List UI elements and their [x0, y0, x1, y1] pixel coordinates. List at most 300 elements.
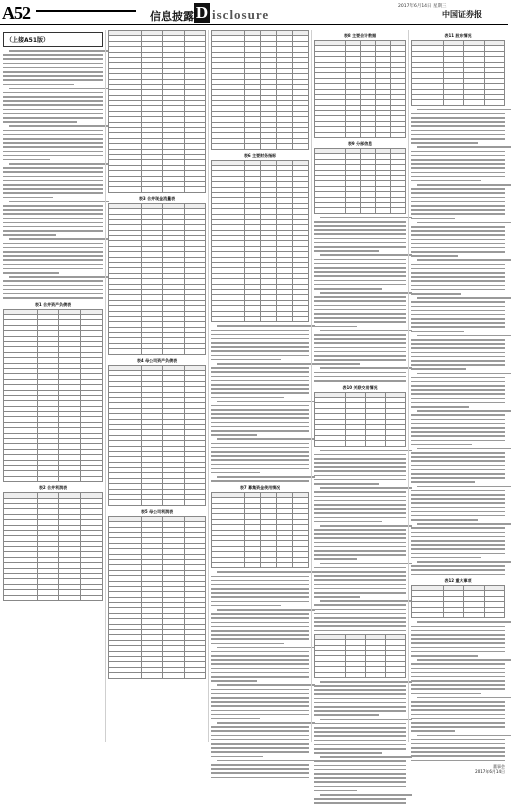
text-line [211, 405, 309, 407]
text-line [411, 192, 505, 194]
text-line [417, 259, 511, 261]
text-line [217, 609, 315, 611]
text-line [3, 205, 103, 207]
text-line [211, 468, 309, 470]
text-line [314, 376, 406, 378]
text-line [314, 470, 406, 472]
text-line [9, 201, 109, 203]
text-line [411, 747, 505, 749]
text-line [314, 263, 406, 265]
text-line [411, 243, 505, 245]
text-line [211, 580, 309, 582]
text-line [217, 647, 315, 649]
table-cell [292, 144, 308, 149]
table-cell [81, 476, 103, 481]
text-line [314, 731, 406, 733]
text-line [3, 176, 103, 178]
text-line [314, 693, 406, 695]
table-cell [141, 187, 162, 192]
table-cell [184, 500, 205, 505]
text-line [411, 444, 472, 446]
text-line [320, 330, 412, 332]
text-line [314, 466, 406, 468]
text-line [320, 681, 412, 683]
section-title: 信息披露 [150, 10, 194, 23]
text-line [3, 222, 103, 224]
text-line [417, 335, 511, 337]
text-line [3, 100, 103, 102]
table-cell [59, 595, 81, 600]
text-line [211, 735, 309, 737]
text-line [314, 267, 406, 269]
text-line [314, 723, 406, 725]
text-line [314, 786, 406, 788]
text-line [314, 296, 406, 298]
table-cell [37, 476, 59, 481]
text-line [3, 54, 103, 56]
text-line [314, 609, 406, 611]
text-line [211, 693, 309, 695]
text-line [217, 571, 315, 573]
text-line [217, 325, 315, 327]
financial-table [314, 634, 406, 678]
text-line [211, 747, 309, 749]
text-line [3, 117, 103, 119]
text-line [217, 438, 315, 440]
table-caption: 表11 股东情况 [444, 33, 472, 38]
text-line [314, 454, 406, 456]
text-line [411, 688, 505, 690]
text-line [411, 477, 505, 479]
text-line [411, 751, 505, 753]
financial-table [108, 516, 206, 679]
text-line [3, 71, 103, 73]
text-line [9, 238, 109, 240]
text-line [211, 588, 309, 590]
table-cell [163, 500, 184, 505]
page-number: A52 [2, 3, 30, 23]
text-line [411, 460, 505, 462]
table-cell [484, 100, 504, 105]
text-line [211, 426, 309, 428]
text-line [3, 243, 103, 245]
text-line [211, 334, 309, 336]
text-line [211, 663, 309, 665]
table-cell [345, 441, 365, 446]
text-line [411, 760, 505, 762]
text-line [314, 781, 406, 783]
text-line [314, 355, 406, 357]
table-row [315, 208, 406, 213]
text-line [314, 798, 406, 800]
text-line [411, 709, 505, 711]
table-cell [315, 208, 346, 213]
table-cell [81, 595, 103, 600]
text-line [314, 744, 406, 746]
masthead [0, 0, 508, 26]
text-line [314, 317, 406, 319]
text-line [314, 752, 382, 754]
text-line [314, 479, 406, 481]
table-cell [260, 316, 276, 321]
newspaper-name: 中国证券报 [442, 9, 482, 19]
text-line [3, 226, 103, 228]
text-line [411, 456, 505, 458]
text-line [411, 180, 481, 182]
text-line [211, 701, 309, 703]
text-line [3, 197, 53, 199]
table-cell [212, 144, 245, 149]
text-line [417, 373, 511, 375]
text-line [314, 347, 406, 349]
text-line [9, 276, 109, 278]
text-line [314, 225, 406, 227]
text-line [411, 406, 469, 408]
text-line [314, 508, 406, 510]
text-line [411, 209, 505, 211]
text-line [211, 655, 309, 657]
table-row [212, 316, 309, 321]
text-line [417, 735, 511, 737]
text-line [411, 172, 505, 174]
table-cell [4, 595, 38, 600]
table-cell [390, 208, 405, 213]
text-line [3, 167, 103, 169]
text-line [411, 515, 505, 517]
text-line [211, 710, 309, 712]
text-line [314, 714, 379, 716]
text-line [411, 205, 505, 207]
article-text [314, 217, 406, 382]
text-line [3, 121, 77, 123]
masthead-bar [36, 10, 136, 12]
text-line [314, 229, 406, 231]
table-cell [276, 562, 292, 567]
text-line [411, 251, 505, 253]
text-line [411, 138, 505, 140]
text-line [411, 377, 505, 379]
financial-table [3, 309, 103, 483]
text-line [314, 259, 406, 261]
table-cell [315, 672, 346, 677]
text-line [411, 469, 505, 471]
text-line [411, 642, 505, 644]
text-line [314, 380, 406, 382]
text-line [211, 592, 309, 594]
text-line [411, 389, 505, 391]
text-line [411, 368, 466, 370]
text-line [320, 794, 412, 796]
text-line [411, 276, 505, 278]
table-cell [244, 562, 260, 567]
table-row [109, 500, 206, 505]
text-line [211, 714, 309, 716]
text-line [211, 443, 309, 445]
text-line [417, 561, 511, 563]
financial-table [211, 30, 309, 150]
article-text [3, 50, 103, 299]
text-line [411, 540, 505, 542]
table-caption: 表5 母公司利润表 [140, 508, 174, 514]
table-cell [184, 349, 205, 354]
text-line [211, 756, 263, 758]
table-cell [163, 187, 184, 192]
text-line [320, 217, 412, 219]
text-line [211, 605, 281, 607]
table-row [4, 476, 103, 481]
text-line [314, 706, 406, 708]
text-line [3, 280, 103, 282]
text-line [417, 109, 511, 111]
table-row [4, 595, 103, 600]
table-cell [443, 613, 463, 618]
text-line [314, 221, 406, 223]
text-line [411, 647, 505, 649]
text-line [211, 751, 309, 753]
text-line [211, 680, 257, 682]
text-line [3, 297, 103, 299]
text-line [211, 422, 309, 424]
text-line [320, 367, 412, 369]
text-line [211, 659, 309, 661]
text-line [314, 309, 406, 311]
text-line [211, 338, 309, 340]
text-line [314, 284, 406, 286]
text-line [314, 458, 406, 460]
text-line [411, 113, 505, 115]
text-line [411, 435, 505, 437]
text-line [314, 517, 406, 519]
text-line [411, 714, 505, 716]
text-line [411, 339, 505, 341]
signature-company: 董事会 [493, 764, 505, 770]
table-cell [109, 500, 142, 505]
text-line [314, 475, 406, 477]
table-cell [59, 476, 81, 481]
table-cell [345, 672, 365, 677]
table-row [412, 100, 505, 105]
text-line [3, 180, 103, 182]
text-line [411, 398, 505, 400]
text-line [314, 462, 406, 464]
text-line [217, 684, 315, 686]
text-line [211, 376, 309, 378]
text-line [211, 739, 309, 741]
text-line [411, 272, 505, 274]
text-line [411, 159, 505, 161]
text-line [3, 218, 103, 220]
text-line [314, 521, 382, 523]
text-line [411, 532, 505, 534]
text-line [314, 271, 406, 273]
text-line [211, 668, 309, 670]
text-line [314, 280, 406, 282]
text-line [411, 151, 505, 153]
article-text [314, 681, 406, 804]
text-line [211, 430, 309, 432]
issue-date: 2017年6月14日 星期三 [398, 4, 447, 9]
column-divider [208, 30, 209, 742]
text-line [411, 705, 505, 707]
table-cell [212, 316, 245, 321]
text-line [411, 293, 461, 295]
text-line [314, 500, 406, 502]
text-line [314, 246, 406, 248]
text-line [411, 511, 505, 513]
text-line [320, 254, 412, 256]
text-line [411, 218, 455, 220]
text-line [211, 638, 309, 640]
text-line [211, 455, 309, 457]
text-line [411, 167, 505, 169]
table-cell [37, 595, 59, 600]
table-cell [163, 673, 184, 678]
table-caption: 表4 母公司资产负债表 [136, 357, 178, 363]
text-line [411, 502, 505, 504]
text-line [411, 352, 505, 354]
table-cell [163, 349, 184, 354]
column-divider [105, 30, 106, 742]
text-line [411, 722, 505, 724]
financial-table [3, 492, 103, 601]
table-caption: 表9 分部信息 [347, 141, 373, 147]
table-caption: 表6 主要财务指标 [243, 152, 277, 158]
text-line [417, 448, 511, 450]
text-line [3, 264, 103, 266]
text-line [411, 247, 505, 249]
text-line [320, 719, 412, 721]
text-line [211, 342, 309, 344]
text-line [411, 626, 505, 628]
text-line [211, 672, 309, 674]
text-line [211, 434, 257, 436]
text-line [417, 222, 511, 224]
text-line [211, 768, 309, 770]
text-line [3, 146, 103, 148]
table-cell [109, 673, 142, 678]
table-cell [244, 144, 260, 149]
text-line [3, 184, 103, 186]
table-cell [260, 562, 276, 567]
text-line [411, 739, 505, 741]
text-line [314, 321, 406, 323]
text-line [411, 507, 505, 509]
article-text [411, 109, 505, 575]
text-line [314, 567, 406, 569]
text-line [417, 146, 511, 148]
text-line [211, 634, 309, 636]
text-line [314, 689, 406, 691]
article-text [314, 450, 406, 632]
text-line [411, 655, 478, 657]
text-line [411, 393, 505, 395]
text-line [211, 743, 309, 745]
text-line [211, 601, 309, 603]
text-line [411, 726, 505, 728]
table-cell [4, 476, 38, 481]
text-line [3, 142, 103, 144]
table-row [412, 613, 505, 618]
text-line [411, 663, 505, 665]
text-line [411, 331, 464, 333]
text-line [314, 710, 406, 712]
table-cell [464, 613, 484, 618]
text-line [314, 550, 406, 552]
text-line [411, 117, 505, 119]
text-line [411, 213, 505, 215]
table-row [315, 672, 406, 677]
text-line [217, 476, 315, 478]
text-line [211, 392, 309, 394]
table-cell [244, 316, 260, 321]
text-line [411, 423, 505, 425]
text-line [417, 697, 511, 699]
text-line [211, 764, 309, 766]
table-cell [360, 132, 375, 137]
text-line [314, 242, 406, 244]
text-line [411, 730, 455, 732]
text-line [211, 576, 309, 578]
table-row [212, 562, 309, 567]
text-line [411, 536, 505, 538]
text-line [211, 718, 260, 720]
text-line [314, 305, 406, 307]
text-line [411, 402, 505, 404]
text-line [3, 113, 103, 115]
text-line [211, 417, 309, 419]
text-line [3, 268, 103, 270]
text-line [411, 163, 505, 165]
masthead-rule [0, 24, 508, 25]
text-line [211, 464, 309, 466]
text-line [3, 84, 74, 86]
text-line [314, 351, 406, 353]
text-line [411, 676, 505, 678]
table-cell [360, 208, 375, 213]
table-cell [292, 316, 308, 321]
text-line [3, 293, 103, 295]
text-line [211, 622, 309, 624]
text-line [411, 226, 505, 228]
table-cell [375, 132, 390, 137]
table-caption: 表7 募集资金使用情况 [239, 484, 281, 490]
text-line [411, 289, 505, 291]
text-line [411, 638, 505, 640]
text-line [314, 359, 406, 361]
text-line [411, 431, 505, 433]
text-line [411, 718, 505, 720]
text-line [411, 301, 505, 303]
text-line [411, 285, 505, 287]
table-cell [184, 673, 205, 678]
text-line [411, 684, 505, 686]
text-line [314, 554, 406, 556]
text-line [314, 760, 406, 762]
financial-table [411, 40, 505, 106]
text-line [217, 401, 315, 403]
table-row [212, 144, 309, 149]
text-line [3, 188, 103, 190]
text-line [3, 289, 103, 291]
text-line [211, 726, 309, 728]
text-line [3, 192, 103, 194]
table-row [315, 441, 406, 446]
text-line [417, 523, 511, 525]
column-5 [411, 30, 505, 775]
text-line [3, 159, 50, 161]
text-line [411, 651, 505, 653]
text-line [411, 356, 505, 358]
